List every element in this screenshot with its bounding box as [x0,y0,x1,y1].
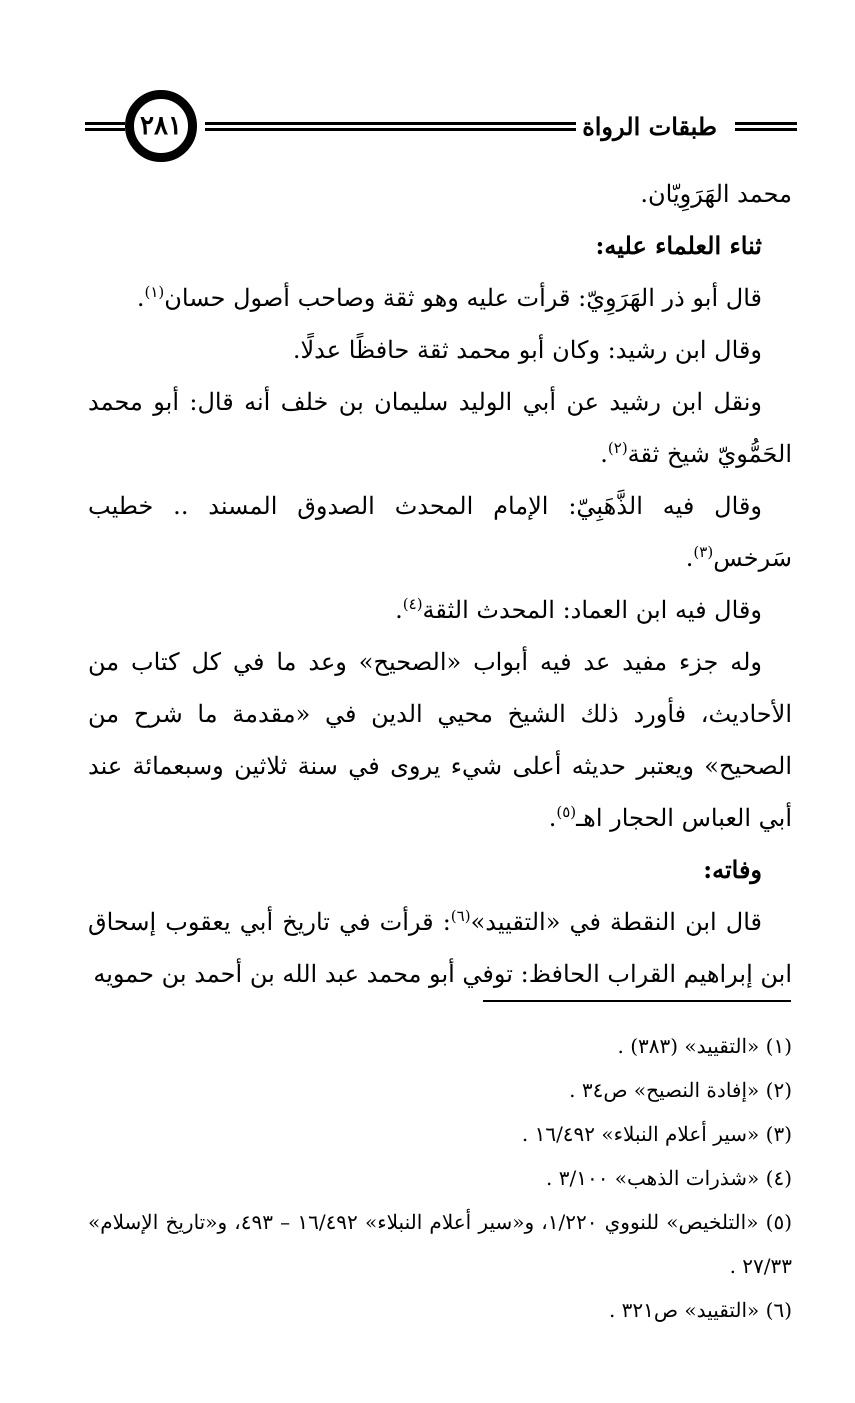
text-paragraph: ونقل ابن رشيد عن أبي الوليد سليمان بن خلف أنه قال: أبو محمد الحَمُّويّ شيخ ثقة$^{(٢)}$. [88,388,792,468]
footnote: (٥) «التلخيص» للنووي ١/٢٢٠، و«سير أعلام النبلاء» ١٦/٤٩٢ – ٤٩٣، و«تاريخ الإسلام» ٢٧/٣٣ . [88,1210,792,1278]
footnote-mark[interactable]: (٦) [450,907,471,925]
footnote: (٤) «شذرات الذهب» ٣/١٠٠ . [546,1166,792,1190]
header-rule-right [735,122,797,136]
footnote: (١) «التقييد» (٣٨٣) . [617,1034,792,1058]
footnote-mark[interactable]: (٥) [556,803,577,821]
text-line: محمد الهَرَوِيّان. [640,180,792,208]
section-heading-death: وفاته: [703,855,762,884]
footnote-separator [483,1000,791,1002]
header-rule-left [85,122,125,136]
text-paragraph: وقال فيه ابن العماد: المحدث الثقة$^{(٤)}$. [395,595,762,624]
footnote: (٣) «سير أعلام النبلاء» ١٦/٤٩٢ . [521,1122,792,1146]
running-title: طبقات الرواة [576,112,723,141]
footnote-mark[interactable]: (٤) [402,595,423,613]
text-paragraph: قال ابن النقطة في «التقييد»$^{(٦)}$: قرأت في تاريخ أبي يعقوب إسحاق ابن إبراهيم القراب الحافظ: توفي أبو محمد عبد الله بن أحمد بن حمويه [88,907,792,988]
text-paragraph: وله جزء مفيد عد فيه أبواب «الصحيح» وعد ما في كل كتاب من الأحاديث، فأورد ذلك الشيخ محيي الدين في «مقدمة ما شرح من الصحيح» ويعتبر حديثه أعلى شيء يروى في سنة ثلاثين وسبعمائة عند أبي العباس الحجار اهـ$^{(٥)}$. [88,648,792,832]
header-rule-middle [205,122,595,136]
footnote: (٦) «التقييد» ص٣٢١ . [608,1298,792,1322]
text-paragraph: وقال ابن رشيد: وكان أبو محمد ثقة حافظًا عدلًا. [292,336,762,364]
footnote-mark[interactable]: (١) [144,283,165,301]
section-heading-praise: ثناء العلماء عليه: [595,231,762,260]
footnote-mark[interactable]: (٣) [693,543,714,561]
main-text [88,168,792,1000]
page-number: ٢٨١ [125,90,197,162]
text-paragraph: وقال فيه الذَّهَبِيّ: الإمام المحدث الصدوق المسند .. خطيب سَرخس$^{(٣)}$. [88,492,792,572]
footnotes [88,1024,792,1332]
footnote-mark[interactable]: (٢) [607,439,628,457]
page-header [85,88,797,168]
text-paragraph: قال أبو ذر الهَرَوِيّ: قرأت عليه وهو ثقة وصاحب أصول حسان$^{(١)}$. [136,283,762,312]
footnote: (٢) «إفادة النصيح» ص٣٤ . [569,1078,792,1102]
